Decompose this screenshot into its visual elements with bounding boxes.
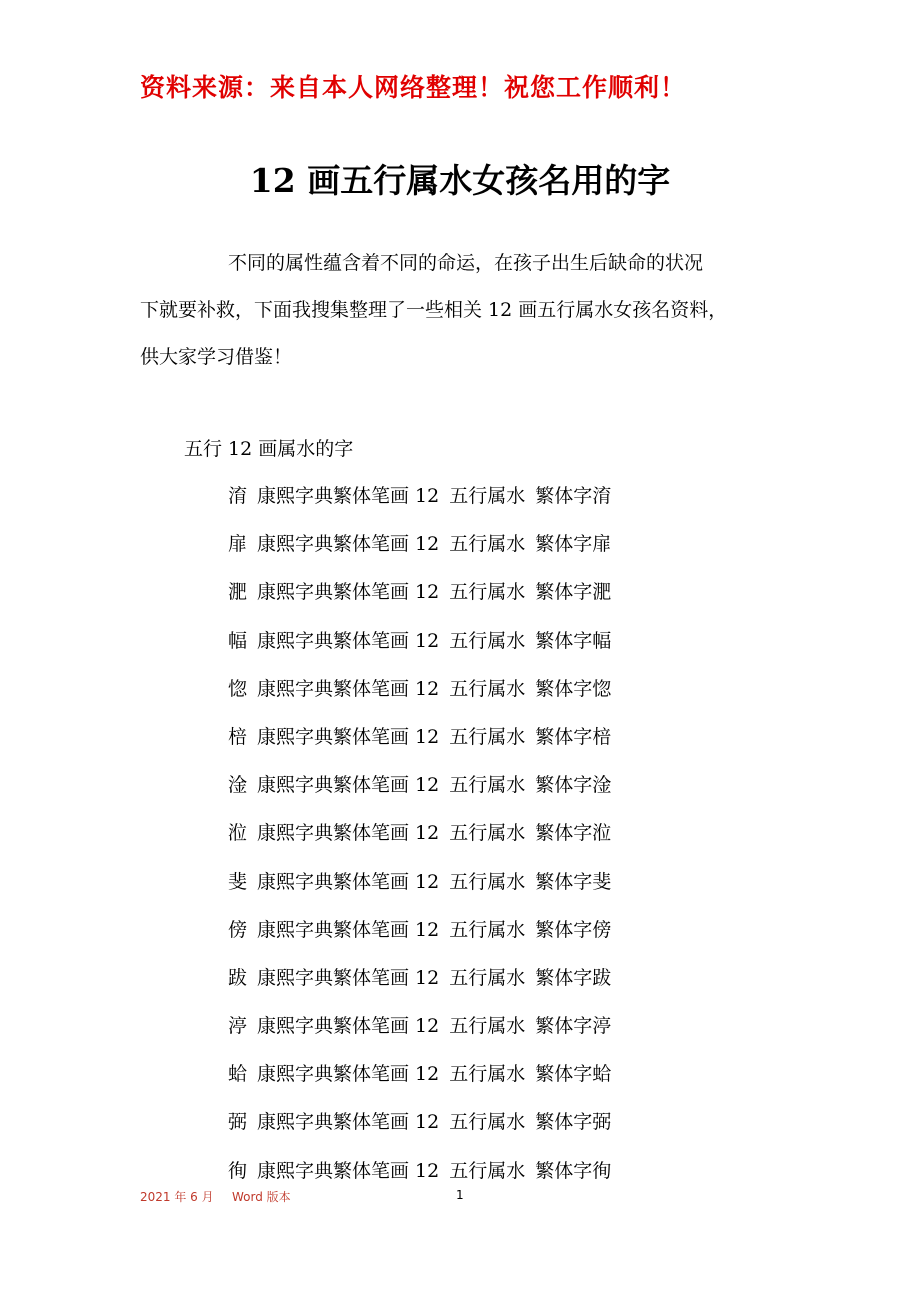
character-glyph: 淯 — [228, 485, 248, 507]
traditional-form: 繁体字淝 — [535, 581, 612, 604]
element-label: 五行属水 — [449, 966, 526, 989]
document-title: 12 画五行属水女孩名用的字 — [249, 161, 671, 200]
character-row — [228, 866, 611, 914]
stroke-description: 康熙字典繁体笔画 12 — [257, 677, 440, 700]
character-glyph: 惚 — [228, 677, 248, 700]
intro-paragraph — [140, 240, 800, 381]
character-row — [228, 576, 611, 624]
character-glyph: 蛤 — [228, 1063, 248, 1086]
page-footer — [140, 1188, 800, 1208]
character-row — [228, 769, 611, 817]
traditional-form: 繁体字徇 — [535, 1159, 612, 1182]
character-row — [228, 721, 611, 769]
character-row — [228, 1010, 611, 1058]
traditional-form: 繁体字幅 — [535, 629, 612, 652]
element-label: 五行属水 — [449, 822, 526, 845]
stroke-description: 康熙字典繁体笔画 12 — [257, 725, 440, 748]
stroke-description: 康熙字典繁体笔画 12 — [257, 1015, 440, 1038]
element-label: 五行属水 — [449, 677, 526, 700]
character-glyph: 幅 — [228, 629, 248, 652]
stroke-description: 康熙字典繁体笔画 12 — [257, 533, 440, 556]
stroke-description: 康熙字典繁体笔画 12 — [257, 966, 440, 989]
traditional-form: 繁体字斐 — [535, 870, 612, 893]
traditional-form: 繁体字淦 — [535, 774, 612, 797]
intro-line: 下就要补救，下面我搜集整理了一些相关 12 画五行属水女孩名资料， — [140, 299, 728, 321]
character-glyph: 棓 — [228, 725, 248, 748]
traditional-form: 繁体字惚 — [535, 677, 612, 700]
stroke-description: 康熙字典繁体笔画 12 — [257, 1063, 440, 1086]
character-row — [228, 1058, 611, 1106]
stroke-description: 康熙字典繁体笔画 12 — [257, 774, 440, 797]
element-label: 五行属水 — [449, 1111, 526, 1134]
character-row — [228, 962, 611, 1010]
character-glyph: 渟 — [228, 1015, 248, 1038]
element-label: 五行属水 — [449, 485, 526, 507]
footer-date: 2021 年 6 月 — [140, 1190, 214, 1204]
element-label: 五行属水 — [449, 1159, 526, 1182]
stroke-description: 康熙字典繁体笔画 12 — [257, 1159, 440, 1182]
element-label: 五行属水 — [449, 1063, 526, 1086]
stroke-description: 康熙字典繁体笔画 12 — [257, 1111, 440, 1134]
element-label: 五行属水 — [449, 533, 526, 556]
character-glyph: 斐 — [228, 870, 248, 893]
character-row — [228, 817, 611, 865]
section-heading: 五行 12 画属水的字 — [184, 438, 354, 460]
character-glyph: 淝 — [228, 581, 248, 604]
traditional-form: 繁体字蛤 — [535, 1063, 612, 1086]
character-row — [228, 480, 611, 528]
traditional-form: 繁体字棓 — [535, 725, 612, 748]
traditional-form: 繁体字弼 — [535, 1111, 612, 1134]
character-row — [228, 673, 611, 721]
element-label: 五行属水 — [449, 629, 526, 652]
character-list — [228, 480, 611, 1203]
page-number: 1 — [456, 1188, 464, 1202]
source-banner: 资料来源：来自本人网络整理！祝您工作顺利！ — [140, 73, 687, 102]
traditional-form: 繁体字傍 — [535, 918, 612, 941]
character-glyph: 徇 — [228, 1159, 248, 1182]
character-glyph: 弼 — [228, 1111, 248, 1134]
stroke-description: 康熙字典繁体笔画 12 — [257, 629, 440, 652]
element-label: 五行属水 — [449, 581, 526, 604]
intro-line: 不同的属性蕴含着不同的命运，在孩子出生后缺命的状况 — [228, 252, 704, 274]
traditional-form: 繁体字渟 — [535, 1015, 612, 1038]
intro-line: 供大家学习借鉴！ — [140, 346, 293, 368]
element-label: 五行属水 — [449, 725, 526, 748]
traditional-form: 繁体字淯 — [535, 485, 612, 507]
element-label: 五行属水 — [449, 870, 526, 893]
element-label: 五行属水 — [449, 774, 526, 797]
stroke-description: 康熙字典繁体笔画 12 — [257, 485, 440, 507]
footer-version: Word 版本 — [232, 1190, 291, 1204]
element-label: 五行属水 — [449, 918, 526, 941]
character-glyph: 傍 — [228, 918, 248, 941]
stroke-description: 康熙字典繁体笔画 12 — [257, 581, 440, 604]
stroke-description: 康熙字典繁体笔画 12 — [257, 822, 440, 845]
traditional-form: 繁体字扉 — [535, 533, 612, 556]
stroke-description: 康熙字典繁体笔画 12 — [257, 870, 440, 893]
character-row — [228, 625, 611, 673]
character-row — [228, 528, 611, 576]
character-glyph: 淦 — [228, 774, 248, 797]
character-glyph: 跋 — [228, 966, 248, 989]
character-row — [228, 914, 611, 962]
character-row — [228, 1106, 611, 1154]
character-glyph: 涖 — [228, 822, 248, 845]
stroke-description: 康熙字典繁体笔画 12 — [257, 918, 440, 941]
traditional-form: 繁体字跋 — [535, 966, 612, 989]
traditional-form: 繁体字涖 — [535, 822, 612, 845]
character-glyph: 扉 — [228, 533, 248, 556]
element-label: 五行属水 — [449, 1015, 526, 1038]
